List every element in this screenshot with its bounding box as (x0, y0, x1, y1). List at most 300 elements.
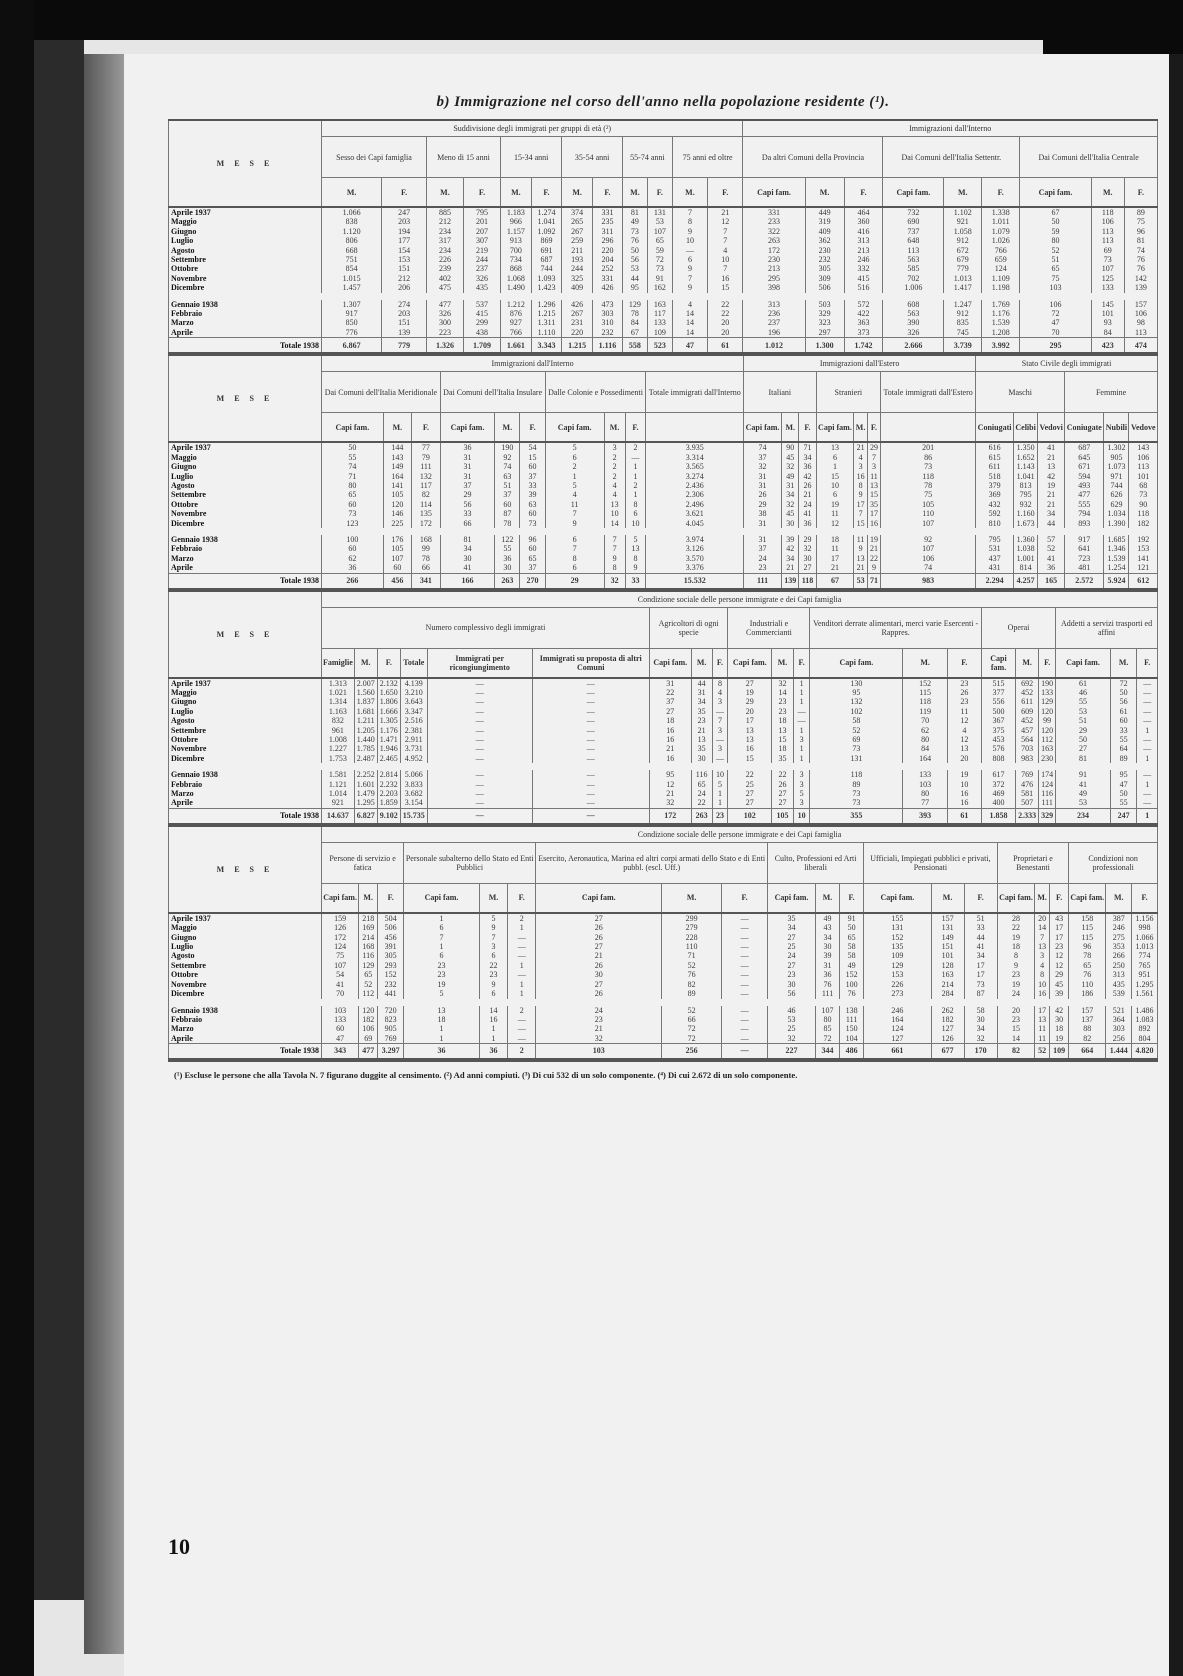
column-header: Numero complessivo degli immigrati (322, 607, 650, 648)
data-cell: 75 (1020, 274, 1091, 283)
table-row (169, 716, 1158, 725)
data-cell: 232 (378, 980, 404, 989)
data-cell: 22 (708, 300, 743, 309)
data-cell: 22 (691, 798, 712, 808)
month-label: Luglio (169, 236, 322, 245)
subheader-cell: Immigrati per ricongiungimento (427, 648, 532, 678)
column-header: Dai Comuni dell'Italia Settentr. (883, 137, 1020, 178)
subheader-cell: Celibi (1014, 413, 1038, 443)
month-label: Febbraio (169, 309, 322, 318)
data-cell: — (722, 1024, 768, 1033)
data-cell: 76 (1124, 255, 1157, 264)
data-cell: 464 (844, 207, 883, 217)
data-cell: 74 (881, 563, 976, 573)
month-label: Maggio (169, 217, 322, 226)
data-cell: 107 (816, 1006, 840, 1015)
data-cell: 190 (1039, 678, 1056, 688)
data-cell: 364 (1106, 1015, 1132, 1024)
total-cell: 36 (404, 1044, 480, 1060)
data-cell: 13 (728, 735, 772, 744)
data-cell: 50 (622, 246, 647, 255)
data-cell: 609 (1016, 707, 1039, 716)
data-cell: 192 (1129, 535, 1158, 544)
data-cell: — (427, 716, 532, 725)
data-cell: 1.109 (982, 274, 1020, 283)
month-label: Aprile 1937 (169, 442, 322, 452)
data-cell: 62 (903, 726, 947, 735)
data-cell: 431 (976, 563, 1014, 573)
month-label: Aprile 1937 (169, 207, 322, 217)
data-cell: 12 (1049, 961, 1068, 970)
data-cell: 21 (1038, 500, 1065, 509)
data-cell: 390 (883, 318, 944, 327)
data-cell: 1.041 (531, 217, 562, 226)
data-cell: 3 (867, 462, 880, 471)
data-cell: 1.307 (322, 300, 382, 309)
data-cell: 201 (463, 217, 500, 226)
data-cell: 63 (520, 500, 545, 509)
data-cell: 36 (816, 970, 840, 979)
data-cell: — (532, 754, 649, 763)
subheader-cell: F. (708, 178, 743, 208)
subheader-cell: M. (322, 178, 382, 208)
data-cell: 1.486 (1132, 1006, 1158, 1015)
data-cell: 114 (412, 500, 441, 509)
data-cell: 19 (997, 980, 1035, 989)
table-row (169, 500, 1158, 509)
data-cell: 51 (1020, 255, 1091, 264)
data-cell: 2.496 (646, 500, 744, 509)
data-cell: 71 (322, 472, 384, 481)
data-cell: 84 (1091, 328, 1124, 338)
data-cell: 1.457 (322, 283, 382, 292)
data-cell: 309 (805, 274, 844, 283)
data-cell: 44 (1038, 519, 1065, 528)
data-cell: 12 (947, 716, 981, 725)
data-cell: 53 (1056, 798, 1111, 808)
data-cell: 19 (867, 535, 880, 544)
data-cell: 89 (1110, 754, 1137, 763)
data-cell: 21 (854, 442, 867, 452)
table-row (169, 726, 1158, 735)
data-cell: 1.479 (354, 789, 377, 798)
data-cell: 96 (520, 535, 545, 544)
total-cell: 170 (964, 1044, 997, 1060)
data-cell: 23 (479, 970, 507, 979)
data-cell: 42 (1038, 472, 1065, 481)
data-cell: 27 (799, 563, 816, 573)
data-cell: 659 (982, 255, 1020, 264)
data-cell: 30 (768, 980, 816, 989)
data-cell: 2.132 (377, 678, 400, 688)
data-cell: 687 (531, 255, 562, 264)
data-cell: 91 (647, 274, 672, 283)
data-cell: — (712, 707, 728, 716)
subheader-cell: F. (844, 178, 883, 208)
data-cell: 1.211 (354, 716, 377, 725)
data-cell: 133 (903, 770, 947, 779)
data-cell: 157 (1069, 1006, 1106, 1015)
total-cell: 256 (662, 1044, 722, 1060)
data-cell: 100 (322, 535, 384, 544)
data-cell: 54 (322, 970, 359, 979)
data-cell: 37 (495, 490, 520, 499)
data-cell: 101 (1129, 472, 1158, 481)
data-cell: 7 (708, 264, 743, 273)
total-cell: 10 (793, 808, 810, 824)
data-cell: 4 (854, 453, 867, 462)
data-cell: 39 (781, 535, 798, 544)
data-cell: 885 (426, 207, 463, 217)
data-cell: 76 (1124, 264, 1157, 273)
data-cell: 30 (495, 563, 520, 573)
data-cell: 1.296 (531, 300, 562, 309)
data-cell: 98 (1124, 318, 1157, 327)
data-cell: 1 (625, 490, 646, 499)
data-cell: 163 (1039, 744, 1056, 753)
data-cell: 1 (404, 942, 480, 951)
total-cell: 4.820 (1132, 1044, 1158, 1060)
data-cell: 96 (1069, 942, 1106, 951)
subheader-cell: Capi fam. (1056, 648, 1111, 678)
total-cell: 71 (867, 573, 880, 589)
data-cell: — (532, 735, 649, 744)
data-cell: 85 (816, 1024, 840, 1033)
data-cell: 648 (883, 236, 944, 245)
data-cell: 149 (383, 462, 412, 471)
data-cell: 74 (495, 462, 520, 471)
group-header-row (169, 591, 1158, 608)
data-cell: 214 (359, 933, 378, 942)
data-cell: 774 (1132, 951, 1158, 960)
data-cell: 2 (625, 442, 646, 452)
total-cell: 343 (322, 1044, 359, 1060)
data-cell: 409 (562, 283, 593, 292)
data-cell: 115 (1069, 933, 1106, 942)
data-cell: 12 (708, 217, 743, 226)
data-cell: 13 (625, 544, 646, 553)
data-cell: 765 (1132, 961, 1158, 970)
table-row (169, 274, 1158, 283)
data-cell: 823 (378, 1015, 404, 1024)
data-cell: 1 (793, 754, 810, 763)
data-cell: 131 (647, 207, 672, 217)
total-cell: 67 (816, 573, 854, 589)
month-label: Settembre (169, 255, 322, 264)
data-cell: 117 (647, 309, 672, 318)
data-cell: 26 (772, 780, 794, 789)
spacer-row (169, 999, 1158, 1006)
data-cell: 149 (931, 933, 964, 942)
data-cell: 73 (964, 980, 997, 989)
data-cell: 72 (816, 1034, 840, 1044)
subheader-cell: Capi fam. (545, 413, 604, 443)
data-cell: 107 (881, 544, 976, 553)
data-cell: 22 (867, 554, 880, 563)
data-cell: 20 (1035, 913, 1050, 923)
data-cell: 169 (359, 923, 378, 932)
data-cell: 1.417 (944, 283, 982, 292)
data-cell: 41 (440, 563, 495, 573)
data-cell: 311 (592, 227, 622, 236)
data-cell: — (672, 246, 707, 255)
spacer-cell (169, 763, 1158, 770)
data-cell: 24 (744, 554, 782, 563)
subheader-cell: M. (816, 883, 840, 913)
data-cell: 33 (1110, 726, 1137, 735)
data-cell: 33 (964, 923, 997, 932)
total-row (169, 573, 1158, 589)
spacer-row (169, 763, 1158, 770)
data-cell: 608 (883, 300, 944, 309)
data-cell: 29 (1049, 970, 1068, 979)
data-cell: 41 (1038, 554, 1065, 563)
data-cell: 432 (976, 500, 1014, 509)
data-cell: 1.254 (1104, 563, 1129, 573)
data-cell: 1.157 (501, 227, 532, 236)
data-cell: 220 (562, 328, 593, 338)
data-cell: 2 (604, 462, 625, 471)
data-cell: 737 (883, 227, 944, 236)
table-row (169, 1034, 1158, 1044)
data-cell: 213 (844, 246, 883, 255)
data-cell: 29 (440, 490, 495, 499)
data-cell: 92 (881, 535, 976, 544)
data-cell: — (722, 933, 768, 942)
scan-border-top (0, 0, 1183, 40)
data-cell: 32 (781, 462, 798, 471)
data-cell: 3 (793, 780, 810, 789)
data-cell: 518 (976, 472, 1014, 481)
data-cell: 296 (592, 236, 622, 245)
data-cell: 26 (536, 989, 662, 998)
subheader-cell: M. (1016, 648, 1039, 678)
data-cell: 124 (322, 942, 359, 951)
data-cell: 305 (378, 951, 404, 960)
data-cell: 1.390 (1104, 519, 1129, 528)
data-cell: 110 (662, 942, 722, 951)
data-cell: 1 (1137, 726, 1158, 735)
data-cell: 2.306 (646, 490, 744, 499)
data-cell: 5 (404, 989, 480, 998)
subheader-cell: M. (359, 883, 378, 913)
data-cell: 157 (1124, 300, 1157, 309)
data-cell: 2 (625, 481, 646, 490)
data-cell: 164 (903, 754, 947, 763)
data-cell: 905 (378, 1024, 404, 1033)
data-cell: 700 (501, 246, 532, 255)
data-cell: 76 (840, 989, 864, 998)
data-cell: 14 (997, 1034, 1035, 1044)
data-cell: 55 (1110, 798, 1137, 808)
data-cell: 93 (1091, 318, 1124, 327)
data-cell: 273 (864, 989, 931, 998)
data-cell: 27 (536, 980, 662, 989)
total-cell: 779 (382, 338, 427, 354)
data-cell: 163 (647, 300, 672, 309)
data-cell: 3 (712, 697, 728, 706)
group-header: Immigrazioni dall'Interno (743, 120, 1158, 137)
data-cell: — (1137, 678, 1158, 688)
data-cell: 806 (322, 236, 382, 245)
data-cell: 9 (672, 283, 707, 292)
data-cell: 72 (1110, 678, 1137, 688)
data-cell: 435 (1106, 980, 1132, 989)
data-cell: 152 (840, 970, 864, 979)
data-cell: 409 (805, 227, 844, 236)
data-cell: 671 (1065, 462, 1104, 471)
data-cell: 3 (479, 942, 507, 951)
data-cell: 1.160 (1014, 509, 1038, 518)
data-cell: 3.154 (400, 798, 427, 808)
data-cell: 58 (810, 716, 903, 725)
data-cell: 1.539 (1104, 554, 1129, 563)
data-cell: 65 (691, 780, 712, 789)
data-cell: 65 (359, 970, 378, 979)
data-cell: 66 (412, 563, 441, 573)
data-cell: 33 (440, 509, 495, 518)
data-cell: 734 (501, 255, 532, 264)
data-cell: — (1137, 798, 1158, 808)
data-cell: 10 (708, 255, 743, 264)
table-row (169, 535, 1158, 544)
data-cell: — (1137, 744, 1158, 753)
table-row (169, 255, 1158, 264)
data-cell: 27 (728, 798, 772, 808)
data-cell: 854 (322, 264, 382, 273)
data-cell: 121 (1129, 563, 1158, 573)
data-cell: 6 (545, 535, 604, 544)
data-cell: 668 (322, 246, 382, 255)
data-cell: 133 (1039, 688, 1056, 697)
table-row (169, 754, 1158, 763)
data-cell: 69 (359, 1034, 378, 1044)
subheader-cell: M. (854, 413, 867, 443)
data-cell: 2.381 (400, 726, 427, 735)
total-cell: 355 (810, 808, 903, 824)
data-cell: 23 (1049, 942, 1068, 951)
data-cell: 641 (1065, 544, 1104, 553)
total-cell: 1 (1137, 808, 1158, 824)
data-cell: 1.311 (531, 318, 562, 327)
data-cell: 477 (1065, 490, 1104, 499)
data-cell: 503 (805, 300, 844, 309)
data-cell: 690 (883, 217, 944, 226)
data-cell: 232 (805, 255, 844, 264)
data-cell: 41 (322, 980, 359, 989)
data-cell: 303 (592, 309, 622, 318)
data-cell: — (1137, 697, 1158, 706)
data-cell: 453 (981, 735, 1015, 744)
data-cell: 230 (1039, 754, 1056, 763)
data-cell: 116 (359, 951, 378, 960)
data-cell: 37 (744, 544, 782, 553)
data-cell: 50 (322, 442, 384, 452)
data-cell: 45 (781, 509, 798, 518)
data-cell: 3 (712, 726, 728, 735)
data-cell: 449 (805, 207, 844, 217)
data-cell: 226 (426, 255, 463, 264)
data-cell: 133 (322, 1015, 359, 1024)
total-cell: 1.012 (743, 338, 805, 354)
data-cell: 145 (1091, 300, 1124, 309)
data-cell: 1.083 (1132, 1015, 1158, 1024)
data-cell: 913 (501, 236, 532, 245)
group-header: Stato Civile degli immigrati (976, 355, 1158, 372)
data-cell: 39 (520, 490, 545, 499)
data-cell: 672 (944, 246, 982, 255)
data-cell: 65 (1069, 961, 1106, 970)
data-cell: 52 (662, 1006, 722, 1015)
data-cell: 1 (404, 913, 480, 923)
data-cell: 8 (625, 554, 646, 563)
data-cell: 611 (976, 462, 1014, 471)
month-label: Novembre (169, 744, 322, 753)
data-cell: 49 (622, 217, 647, 226)
data-cell: 21 (854, 563, 867, 573)
data-cell: 33 (520, 481, 545, 490)
data-cell: 90 (1129, 500, 1158, 509)
data-cell: 168 (359, 942, 378, 951)
subheader-cell: Coniugati (976, 413, 1014, 443)
column-header: Ufficiali, Impiegati pubblici e privati, Pensionati (864, 842, 998, 883)
total-cell: 1.300 (805, 338, 844, 354)
data-cell: 11 (867, 472, 880, 481)
data-cell: 58 (840, 951, 864, 960)
data-cell: 124 (864, 1024, 931, 1033)
data-cell: 78 (495, 519, 520, 528)
data-cell: 196 (743, 328, 805, 338)
data-cell: 1.650 (377, 688, 400, 697)
data-cell: 138 (840, 1006, 864, 1015)
data-cell: 26 (536, 961, 662, 970)
data-cell: 1.068 (501, 274, 532, 283)
data-cell: 912 (944, 236, 982, 245)
data-cell: 398 (743, 283, 805, 292)
subheader-cell: F. (625, 413, 646, 443)
data-cell: 585 (883, 264, 944, 273)
month-label: Agosto (169, 481, 322, 490)
data-cell: 11 (1035, 1034, 1050, 1044)
data-cell: 804 (1132, 1034, 1158, 1044)
table-row (169, 923, 1158, 932)
data-cell: 27 (536, 913, 662, 923)
data-cell: 703 (1016, 744, 1039, 753)
subheader-cell (646, 413, 744, 443)
data-cell: — (793, 716, 810, 725)
total-row (169, 1044, 1158, 1060)
month-label: Ottobre (169, 500, 322, 509)
data-cell: 13 (728, 726, 772, 735)
data-cell: — (1137, 770, 1158, 779)
subheader-cell: M. (354, 648, 377, 678)
data-cell: — (427, 798, 532, 808)
data-cell: 744 (1104, 481, 1129, 490)
data-cell: 30 (799, 554, 816, 563)
table-row (169, 544, 1158, 553)
data-cell: 252 (592, 264, 622, 273)
data-cell: 203 (382, 309, 427, 318)
data-cell: — (508, 933, 536, 942)
total-cell: 2.333 (1016, 808, 1039, 824)
data-cell: — (532, 688, 649, 697)
total-cell: 456 (383, 573, 412, 589)
data-cell: 25 (728, 780, 772, 789)
data-cell: 415 (463, 309, 500, 318)
data-cell: 246 (864, 1006, 931, 1015)
data-cell: 132 (810, 697, 903, 706)
data-cell: 23 (404, 961, 480, 970)
